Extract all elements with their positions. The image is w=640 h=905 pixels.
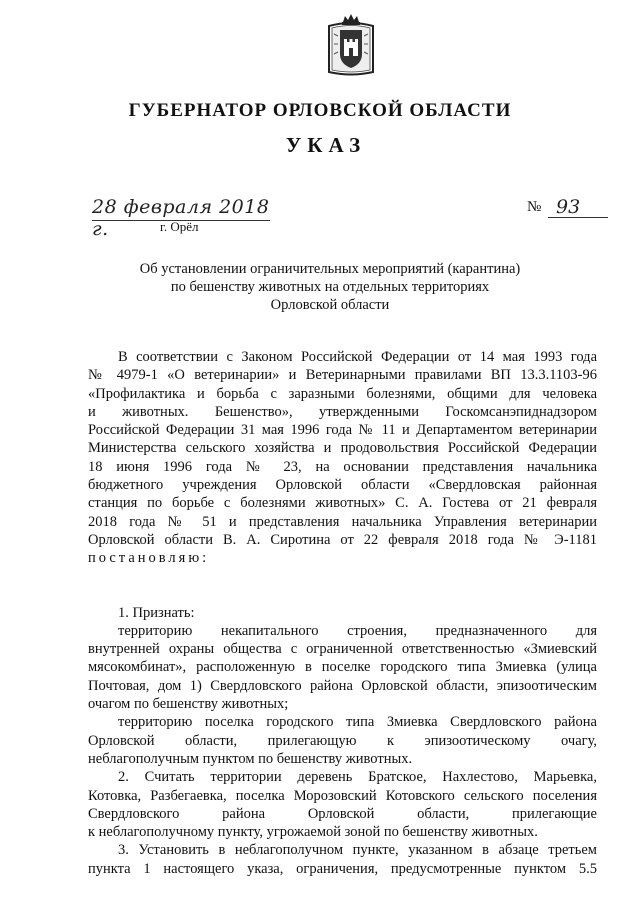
- document-subject: [100, 260, 560, 314]
- text-line: бюджетного учреждения Орловской области «Свердловская районная: [88, 477, 597, 494]
- text-line: неблагополучным пунктом по бешенству животных.: [88, 750, 413, 767]
- document-body: [88, 348, 597, 878]
- text-line: 18 июня 1996 года № 23, на основании представления начальника: [88, 458, 597, 475]
- item-2: [88, 768, 597, 841]
- text-line: к неблагополучному пункту, угрожаемой зоной по бешенству животных.: [88, 824, 538, 841]
- text-line: Министерства сельского хозяйства и продовольствия Российской Федерации: [88, 440, 597, 457]
- text-line: очагом по бешенству животных;: [88, 696, 289, 713]
- text-line: Свердловского района Орловской области, прилегающие: [88, 805, 597, 822]
- subject-line: по бешенству животных на отдельных территориях: [170, 279, 490, 295]
- decree-word: постановляю:: [88, 550, 210, 567]
- text-line: 3. Установить в неблагополучном пункте, указанном в абзаце третьем: [118, 842, 597, 859]
- document-date: 28 февраля 2018 г.: [92, 196, 270, 240]
- issuer-title: ГУБЕРНАТОР ОРЛОВСКОЙ ОБЛАСТИ: [128, 100, 512, 121]
- text-line: 2018 года № 51 и представления начальника Управления ветеринарии: [88, 513, 597, 530]
- text-line: 2. Считать территории деревень Братское, Нахлестово, Марьевка,: [118, 769, 597, 786]
- text-line: и животных. Бешенство», утвержденными Госкомсанэпиднадзором: [88, 403, 597, 420]
- document-city: г. Орёл: [160, 219, 199, 234]
- text-line: внутренней охраны общества с ограниченной ответственностью «Змиевский: [88, 641, 597, 658]
- text-line: № 4979-1 «О ветеринарии» и Ветеринарными правилами ВП 13.3.1103-96: [88, 367, 597, 384]
- text-line: территорию поселка городского типа Змиевка Свердловского района: [118, 714, 597, 731]
- document-type: УКАЗ: [285, 133, 367, 157]
- item-1: [88, 604, 597, 769]
- text-line: Орловской области, прилегающую к эпизоотическому очагу,: [88, 732, 597, 749]
- text-line: территорию некапитального строения, предназначенного для: [118, 622, 597, 639]
- coat-of-arms-icon: [326, 14, 376, 78]
- item-heading: 1. Признать:: [118, 604, 195, 621]
- text-line: Котовка, Разбегаевка, поселка Морозовский Котовского сельского поселения: [88, 787, 597, 804]
- number-label: №: [527, 199, 542, 215]
- text-line: мясокомбинат», расположенную в поселке городского типа Змиевка (улица: [88, 659, 597, 676]
- preamble-paragraph: [88, 348, 597, 568]
- subject-line: Об установлении ограничительных мероприятий (карантина): [139, 261, 521, 277]
- document-number: 93: [548, 196, 608, 218]
- text-line: пункта 1 настоящего указа, ограничения, предусмотренные пунктом 5.5: [88, 860, 597, 877]
- item-3: [88, 841, 597, 878]
- text-line: Почтовая, дом 1) Свердловского района Орловской области, эпизоотическим: [88, 677, 597, 694]
- text-line: В соответствии с Законом Российской Федерации от 14 мая 1993 года: [118, 349, 597, 365]
- text-line: «Профилактика и борьба с заразными болезнями, общими для человека: [88, 385, 597, 402]
- text-line: Орловской области В. А. Сиротина от 22 февраля 2018 года № Э-1181: [88, 531, 597, 548]
- text-line: Российской Федерации 31 мая 1996 года № 11 и Департаментом ветеринарии: [88, 422, 597, 439]
- text-line: станция по борьбе с болезнями животных» С. А. Гостева от 21 февраля: [88, 495, 597, 512]
- subject-line: Орловской области: [270, 297, 390, 313]
